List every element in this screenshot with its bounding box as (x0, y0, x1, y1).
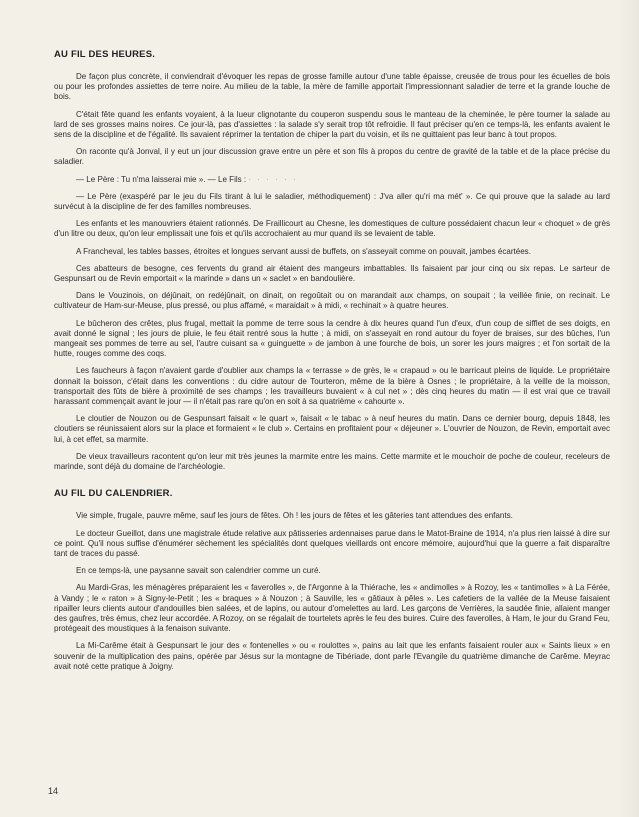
paragraph: A Francheval, les tables basses, étroites et longues servant aussi de buffets, on s'asseyait comme on pouvait, jambes écartées. (76, 246, 531, 256)
page-edge-shadow (619, 0, 639, 817)
paragraph: Dans le Vouzinois, on déjûnait, on redéjûnait, on dinait, on regoûtait ou on marandait aux champs, on soupait ; la veillée finie, on recinait. Le cultivateur de Ham-sur-Meuse, plus pressé, ou plus affamé, « maraidait » à midi, « rechinait » à quatre heures. (54, 291, 610, 311)
paragraph: On raconte qu'à Jonval, il y eut un jour discussion grave entre un père et son fils à propos du centre de gravité de la table et de la place précise du saladier. (54, 147, 610, 167)
dialogue-line (54, 175, 610, 185)
dialogue-text: — Le Père : Tu n'ma laisserai mie ». — Le Fils : (76, 174, 247, 184)
paragraph: Au Mardi-Gras, les ménagères préparaient les « faverolles », de l'Argonne à la Thiérache, les « andimolles » à Rozoy, les « tantimolles » à La Férée, à Vandy ; le « raton » à Signy-le-Petit ; les « braques » à Nouzon ; à Sauville, les « gâtiaux à pêles ». Les cafetiers de la vallée de la Meuse faisaient ripailler leurs clients autour d'andouilles bien salées, et de lapins, ou autour d'omelettes au lard. Les garçons de Verrières, la saudée finie, allaient manger des gaufres, très émus, chez leur accordée. A Rozoy, on se régalait de tourtelets après le feu des buires. Cuire des faverolles, à Ham, le jour du Grand Feu, protégeait des moustiques à la fenaison suivante. (54, 583, 610, 634)
section-heading-heures: AU FIL DES HEURES. (54, 49, 156, 60)
dialogue-ellipsis: · · · · · · (248, 174, 298, 184)
paragraph: Le docteur Gueillot, dans une magistrale étude relative aux pâtisseries ardennaises parue dans le Matot-Braine de 1914, n'a plus rien laissé à dire sur ce point. Qu'il nous suffise d'énumérer sèchement les spécialités dont quelques vieillards ont encore mémoire, aujourd'hui que la guerre a fait disparaître tant de traces du passé. (54, 528, 610, 558)
paragraph: Ces abatteurs de besogne, ces fervents du grand air étaient des mangeurs imbattables. Ils faisaient par jour cinq ou six repas. Le sarteur de Gespunsart ou de Revin emportait « la marinde » dans un « saclet » en bandoulière. (54, 263, 610, 284)
paragraph: En ce temps-là, une paysanne savait son calendrier comme un curé. (76, 566, 321, 576)
paragraph: Vie simple, frugale, pauvre même, sauf les jours de fêtes. Oh ! les jours de fêtes et les gâteries tant attendues des enfants. (76, 511, 513, 521)
paragraph: De vieux travailleurs racontent qu'on leur mit très jeunes la marmite entre les mains. Cette marmite et le mouchoir de poche de couleur, receleurs de marinde, sont déjà du domaine de l'archéologie. (54, 451, 610, 472)
section-heading-calendrier: AU FIL DU CALENDRIER. (54, 488, 173, 500)
paragraph: Le cloutier de Nouzon ou de Gespunsart faisait « le quart », faisait « le tabac » à neuf heures du matin. Dans ce dernier bourg, depuis 1848, les cloutiers se réunissaient alors sur la place et formaient « le club ». Certains en profitaient pour « déjeuner ». L'ouvrier de Nouzon, de Revin, emportait avec lui, à cet effet, sa marmite. (54, 414, 610, 444)
paragraph: C'était fête quand les enfants voyaient, à la lueur clignotante du couperon suspendu sous le manteau de la cheminée, le père tourner la salade au lard de ses grosses mains noires. Ce jour-là, pas d'assiettes : la salade s'y serait trop tôt refroidie. Il faut préciser qu'en ce temps-là, les enfants avaient le sens de la discipline et de l'égalité. Ils savaient réprimer la tentation de chiper la part du voisin, et ils ne quittaient pas leur banc à tout propos. (54, 109, 610, 140)
paragraph: La Mi-Carême était à Gespunsart le jour des « fontenelles » ou « roulottes », pains au lait que les enfants faisaient rouler aux « Saints lieux » en souvenir de la multiplication des pains, opérée par Jésus sur la montagne de Tibériade, dont parle l'Evangile du quatrième dimanche de Carême. Meyrac avait noté cette pratique à Joigny. (54, 641, 610, 671)
paragraph: — Le Père (exaspéré par le jeu du Fils tirant à lui le saladier, méthodiquement) : J'va aller qu'ri ma mét' ». Ce qui prouve que la salade au lard survécut à la discipline de fer des familles nombreuses. (54, 191, 610, 212)
page-number: 14 (48, 786, 59, 796)
paragraph: Le bûcheron des crêtes, plus frugal, mettait la pomme de terre sous la cendre à dix heures quand l'un d'eux, d'un coup de sifflet de ses doigts, en avait donné le signal ; les jours de pluie, le feu était rentré sous la hutte ; à midi, on s'asseyait en rond autour du foyer de braises, sur des bûches, l'un mangeait ses pommes de terre au sel, l'autre cuisant sa « guinguette » de jambon à une fourche de bois, un sorer les jours maigres ; et l'on sortait de la hutte, rouges comme des coqs. (54, 318, 610, 359)
paragraph: De façon plus concrète, il conviendrait d'évoquer les repas de grosse famille autour d'une table épaisse, creusée de trous pour les écuelles de bois ou pour les profondes assiettes de terre noire. Au milieu de la table, la mère de famille apportait l'impressionnant saladier de terre et la grande louche de bois. (54, 72, 610, 102)
paragraph: Les faucheurs à façon n'avaient garde d'oublier aux champs la « terrasse » de grès, le « crapaud » ou le barricaut pleins de liquide. Le propriétaire donnait la boisson, c'était dans les conventions : du cidre autour de Tourteron, même de la bière à Osnes ; le propriétaire, à la veille de la moisson, transportait des fûts de bière à proximité de ses champs ; les travailleurs buvaient « à cul net » ; dès cinq heures du matin — il est vrai que ce travail harassant commençait avant le jour — il n'était pas rare qu'on en soit à sa quatrième « cahourte ». (54, 366, 610, 407)
paragraph: Les enfants et les manouvriers étaient rationnés. De Fraillicourt au Chesne, les domestiques de culture possédaient chacun leur « choquet » de grès d'un litre ou deux, qu'on leur emplissait une fois et qu'ils accrochaient au mur quand ils se levaient de table. (54, 219, 610, 239)
text-column (54, 49, 610, 679)
